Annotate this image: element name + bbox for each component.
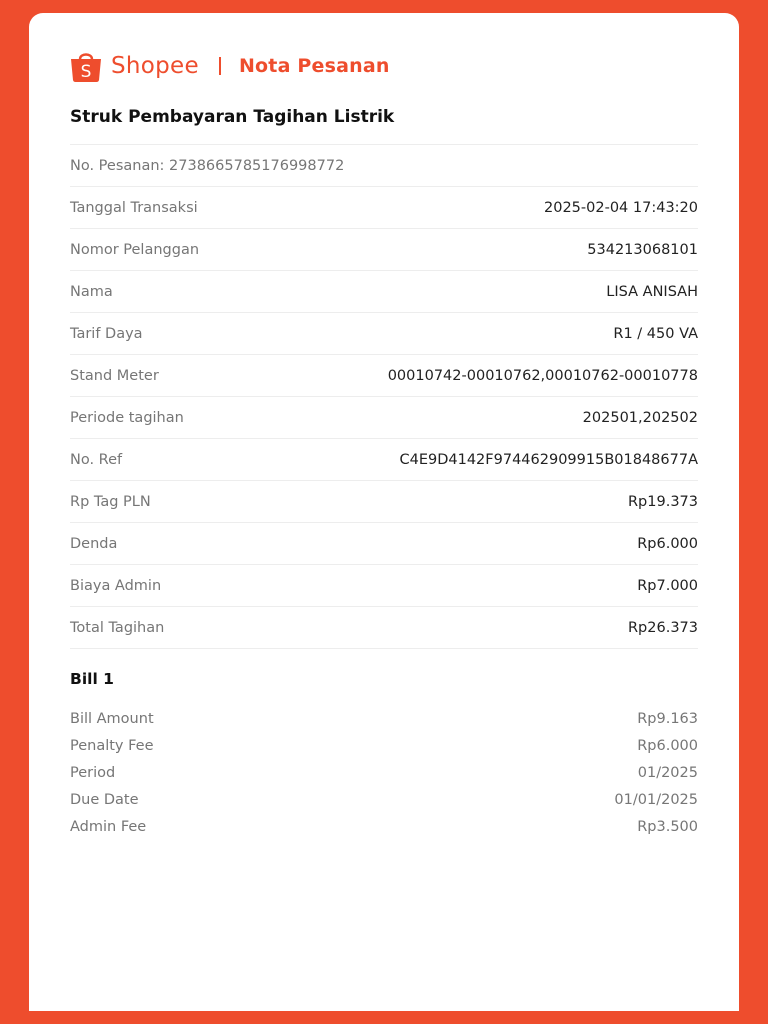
detail-value: Rp26.373 — [627, 619, 698, 636]
detail-row-penalty — [70, 522, 698, 564]
detail-label: Total Tagihan — [70, 619, 165, 636]
detail-value: Rp7.000 — [637, 577, 698, 594]
page-title: Nota Pesanan — [238, 55, 390, 77]
detail-label: Nama — [70, 283, 113, 300]
detail-row-billing-period — [70, 396, 698, 438]
bill-label: Period — [70, 764, 116, 781]
bill-value: Rp3.500 — [637, 818, 698, 835]
detail-label: Tarif Daya — [70, 325, 143, 342]
bill-value: 01/01/2025 — [614, 791, 698, 808]
order-number: No. Pesanan: 273866578517699877​2 — [70, 157, 345, 174]
detail-value: LISA ANISAH — [606, 283, 698, 300]
shopee-bag-icon — [69, 50, 103, 82]
bill-row-amount — [70, 705, 698, 732]
detail-row-pln-bill — [70, 480, 698, 522]
detail-row-total — [70, 606, 698, 649]
detail-label: No. Ref — [70, 451, 123, 468]
detail-value: Rp19.373 — [627, 493, 698, 510]
detail-value: C4E9D4142F974462909915B01848677A — [399, 451, 698, 468]
detail-label: Periode tagihan — [70, 409, 184, 426]
detail-row-tariff — [70, 312, 698, 354]
order-number-row — [70, 144, 698, 186]
bill-label: Admin Fee — [70, 818, 147, 835]
detail-label: Denda — [70, 535, 118, 552]
bill-value: 01/2025 — [637, 764, 698, 781]
bill-details — [70, 705, 698, 840]
detail-value: 202501,202502 — [582, 409, 698, 426]
detail-label: Nomor Pelanggan — [70, 241, 200, 258]
detail-label: Rp Tag PLN — [70, 493, 151, 510]
detail-row-stand-meter — [70, 354, 698, 396]
bill-label: Due Date — [70, 791, 139, 808]
logo-letter: S — [80, 62, 92, 82]
detail-value: Rp6.000 — [637, 535, 698, 552]
bill-value: Rp9.163 — [637, 710, 698, 727]
bill-row-admin-fee — [70, 813, 698, 840]
detail-row-transaction-date — [70, 186, 698, 228]
detail-row-admin-fee — [70, 564, 698, 606]
detail-value: 00010742-00010762,00010762-00010778 — [387, 367, 698, 384]
bill-value: Rp6.000 — [637, 737, 698, 754]
bill-row-period — [70, 759, 698, 786]
receipt-title: Struk Pembayaran Tagihan Listrik — [70, 107, 395, 127]
brand-name: Shopee — [111, 53, 199, 79]
bill-row-penalty — [70, 732, 698, 759]
detail-row-reference — [70, 438, 698, 480]
header-divider — [219, 57, 221, 75]
detail-label: Biaya Admin — [70, 577, 162, 594]
detail-row-customer-number — [70, 228, 698, 270]
receipt-header — [69, 50, 390, 82]
receipt-details — [70, 144, 698, 649]
detail-value: R1 / 450 VA — [613, 325, 698, 342]
detail-label: Stand Meter — [70, 367, 159, 384]
bill-label: Penalty Fee — [70, 737, 154, 754]
detail-row-name — [70, 270, 698, 312]
receipt-card — [29, 13, 739, 1011]
detail-value: 2025-02-04 17:43:20 — [544, 199, 698, 216]
detail-label: Tanggal Transaksi — [70, 199, 198, 216]
bill-label: Bill Amount — [70, 710, 154, 727]
bill-row-due-date — [70, 786, 698, 813]
detail-value: 534213068101 — [587, 241, 698, 258]
bill-title: Bill 1 — [70, 670, 114, 688]
